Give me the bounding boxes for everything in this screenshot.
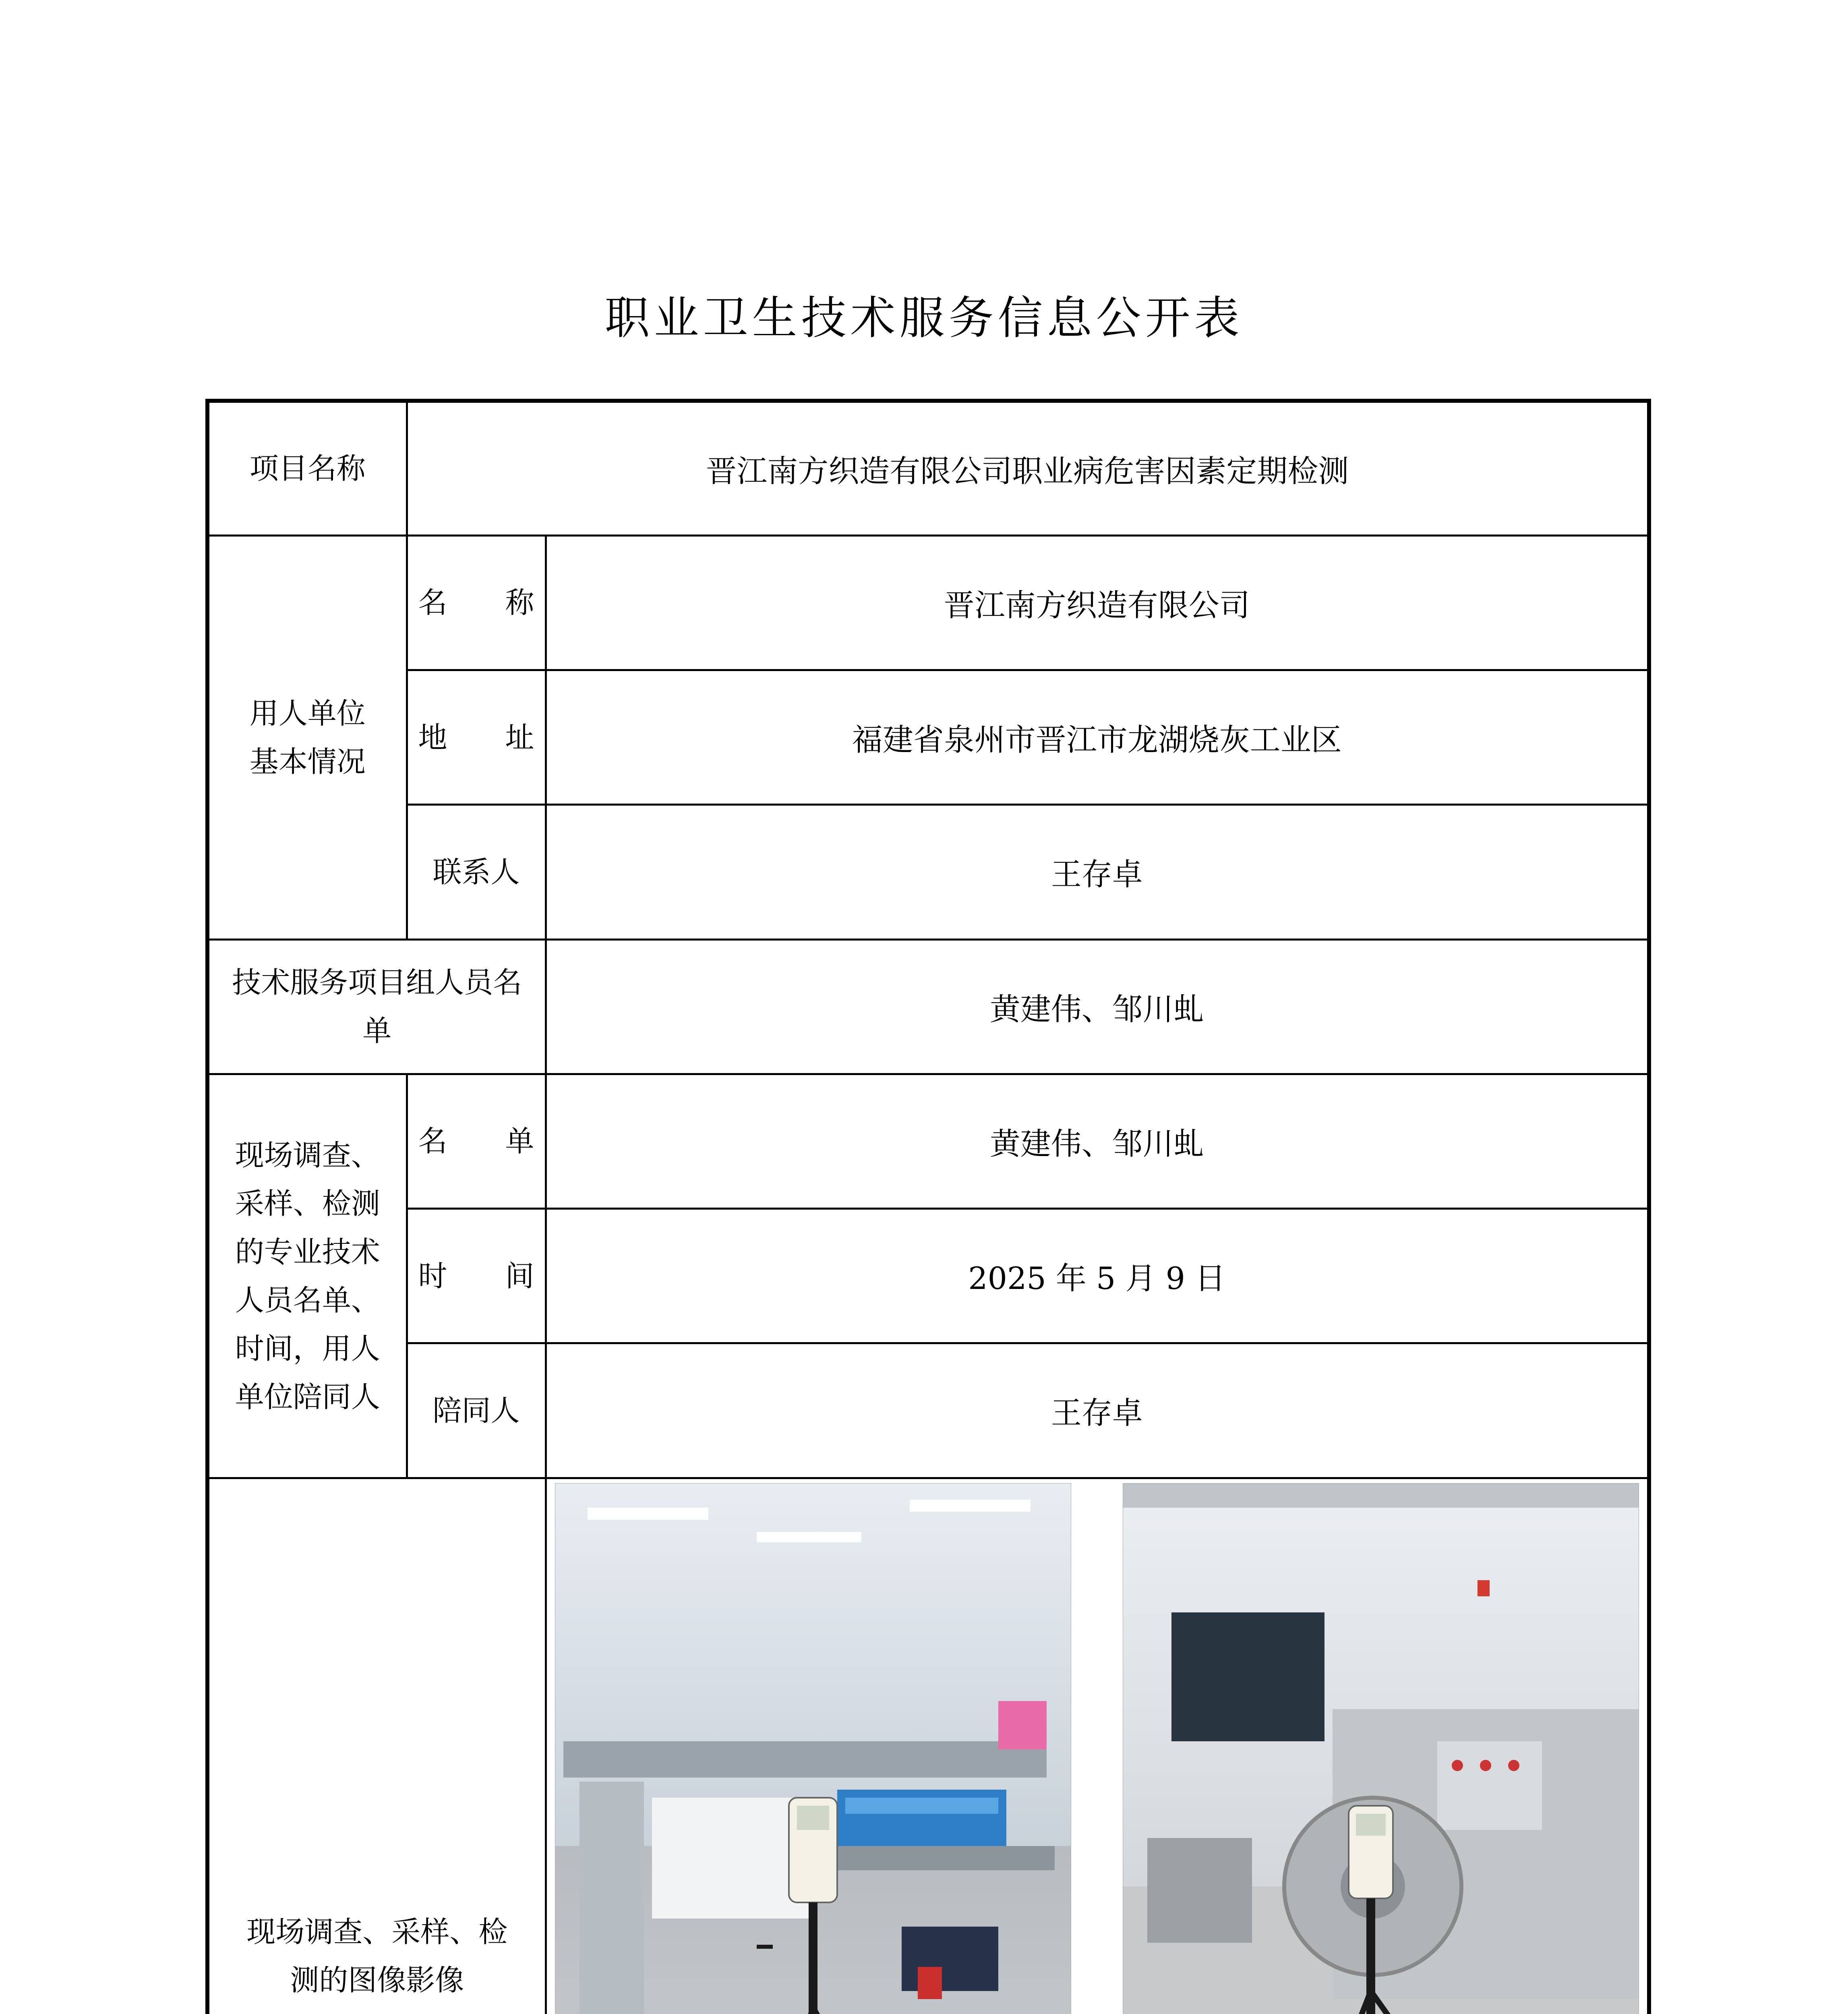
images-label: 现场调查、采样、检测的图像影像 [207, 1478, 546, 2014]
row-employer-name [207, 535, 1649, 670]
project-name-label: 项目名称 [207, 401, 407, 535]
survey-time-value: 2025 年 5 月 9 日 [546, 1209, 1649, 1343]
site-photo-2 [1123, 1483, 1639, 2014]
row-images [207, 1478, 1649, 2014]
survey-group-label: 现场调查、采样、检测的专业技术人员名单、时间，用人单位陪同人 [207, 1074, 407, 1478]
survey-escort-label: 陪同人 [407, 1343, 546, 1478]
photo-1-illustration [555, 1484, 1071, 2014]
employer-address-value: 福建省泉州市晋江市龙湖烧灰工业区 [546, 670, 1649, 805]
survey-list-label: 名 单 [407, 1074, 546, 1208]
employer-contact-label: 联系人 [407, 805, 546, 939]
team-value: 黄建伟、邹川虬 [546, 939, 1649, 1074]
info-table [205, 399, 1651, 2014]
photo-2-illustration [1123, 1484, 1639, 2014]
photo-strip [547, 1479, 1647, 2014]
row-team [207, 939, 1649, 1074]
site-photo-1 [555, 1483, 1071, 2014]
survey-list-value: 黄建伟、邹川虬 [546, 1074, 1649, 1208]
row-survey-time [207, 1209, 1649, 1343]
images-cell [546, 1478, 1649, 2014]
survey-time-label: 时 间 [407, 1209, 546, 1343]
row-survey-list [207, 1074, 1649, 1208]
employer-name-label: 名 称 [407, 535, 546, 670]
employer-name-value: 晋江南方织造有限公司 [546, 535, 1649, 670]
survey-escort-value: 王存卓 [546, 1343, 1649, 1478]
row-survey-escort [207, 1343, 1649, 1478]
page-title: 职业卫生技术服务信息公开表 [604, 292, 1244, 344]
row-employer-address [207, 670, 1649, 805]
employer-group-label: 用人单位 基本情况 [207, 535, 407, 939]
employer-address-label: 地 址 [407, 670, 546, 805]
project-name-value: 晋江南方织造有限公司职业病危害因素定期检测 [407, 401, 1649, 535]
row-employer-contact [207, 805, 1649, 939]
row-project [207, 401, 1649, 535]
employer-contact-value: 王存卓 [546, 805, 1649, 939]
team-label: 技术服务项目组人员名单 [207, 939, 546, 1074]
